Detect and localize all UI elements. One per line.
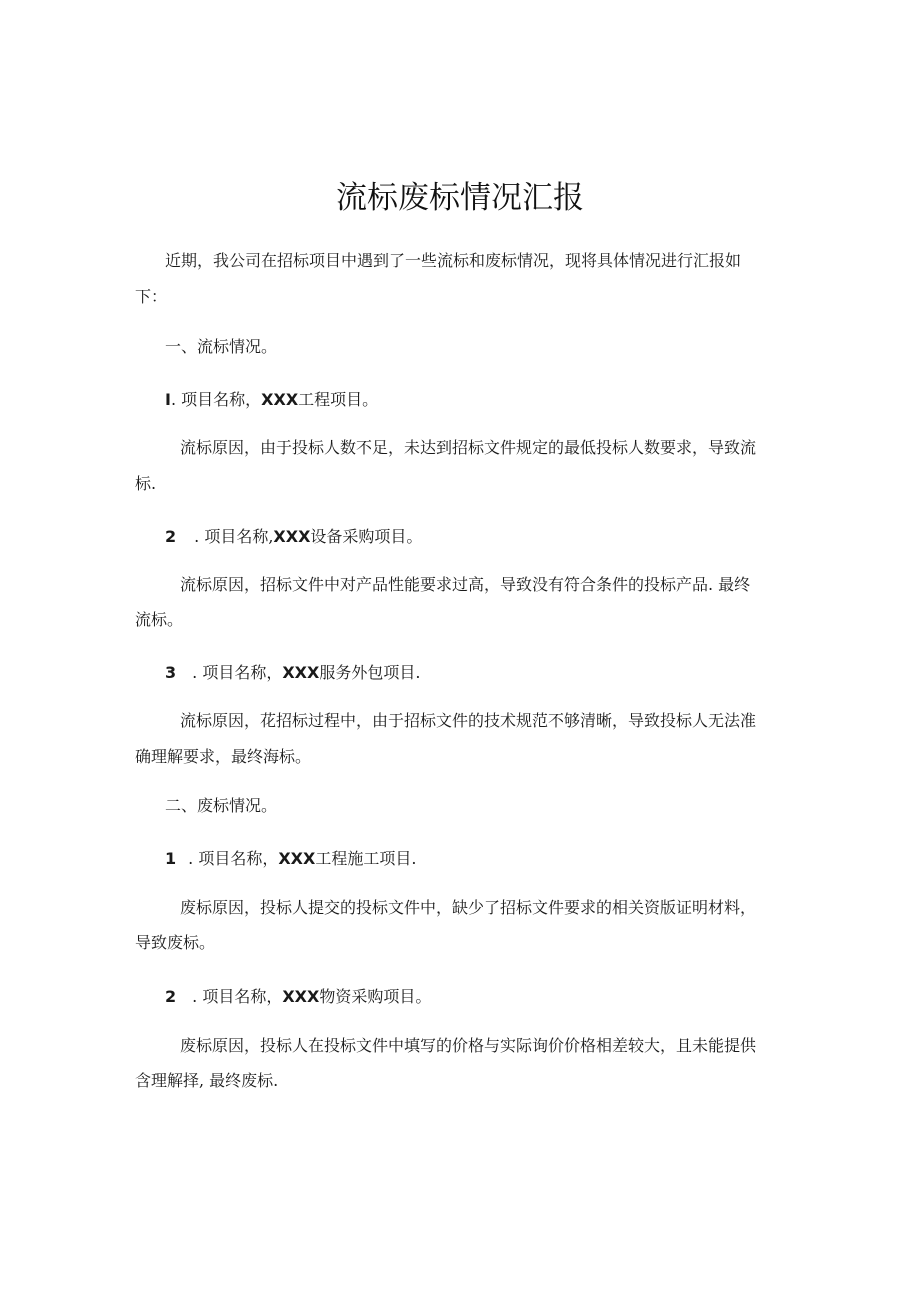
reason-line-1: 流标原因，花招标过程中，由于招标文件的技术规范不够清晰，导致投标人无法准 bbox=[180, 711, 757, 730]
project-placeholder: XXX bbox=[282, 663, 320, 682]
reason-line-1: 废标原因，投标人在投标文件中填写的价格与实际询价价格相差较大，且未能提供 bbox=[180, 1036, 757, 1055]
project-label: . 项目名称, bbox=[194, 527, 274, 546]
project-title bbox=[165, 987, 431, 1007]
project-title bbox=[165, 390, 378, 410]
document-title: 流标废标情况汇报 bbox=[336, 180, 584, 216]
reason-line-2: 确理解要求，最终海标。 bbox=[135, 747, 312, 766]
project-number: 3 bbox=[165, 663, 177, 682]
project-name: 工程施工项目. bbox=[315, 849, 417, 868]
reason-line-2: 含理解择, 最终废标. bbox=[135, 1071, 279, 1090]
project-title bbox=[165, 663, 420, 683]
reason-line-2: 标. bbox=[135, 474, 157, 493]
project-name: 物资采购项目。 bbox=[319, 987, 432, 1006]
section-heading-feibiao: 二、废标情况。 bbox=[165, 796, 278, 815]
intro-line-2: 下： bbox=[135, 287, 168, 306]
project-label: . 项目名称， bbox=[192, 987, 283, 1006]
project-placeholder: XXX bbox=[278, 849, 316, 868]
project-title bbox=[165, 527, 422, 547]
reason-line-1: 流标原因，由于投标人数不足，未达到招标文件规定的最低投标人数要求，导致流 bbox=[180, 438, 757, 457]
intro-line-1: 近期，我公司在招标项目中遇到了一些流标和废标情况，现将具体情况进行汇报如 bbox=[165, 251, 742, 270]
reason-line-1: 流标原因，招标文件中对产品性能要求过高，导致没有符合条件的投标产品. 最终 bbox=[180, 575, 751, 594]
project-label: . 项目名称， bbox=[188, 849, 279, 868]
project-number: 2 bbox=[165, 527, 177, 546]
project-number: 2 bbox=[165, 987, 177, 1006]
project-title bbox=[165, 849, 416, 869]
project-label: . 项目名称， bbox=[170, 390, 262, 409]
reason-line-2: 导致废标。 bbox=[135, 933, 216, 952]
reason-line-2: 流标。 bbox=[135, 610, 184, 629]
project-placeholder: XXX bbox=[273, 527, 311, 546]
project-placeholder: XXX bbox=[261, 390, 299, 409]
project-name: 设备采购项目。 bbox=[310, 527, 423, 546]
project-placeholder: XXX bbox=[282, 987, 320, 1006]
section-heading-liubiao: 一、流标情况。 bbox=[165, 337, 278, 356]
project-name: 服务外包项目. bbox=[319, 663, 421, 682]
reason-line-1: 废标原因，投标人提交的投标文件中，缺少了招标文件要求的相关资版证明材料， bbox=[180, 898, 757, 917]
project-number: I bbox=[165, 390, 171, 409]
project-label: . 项目名称， bbox=[192, 663, 283, 682]
project-name: 工程项目。 bbox=[298, 390, 379, 409]
project-number: 1 bbox=[165, 849, 177, 868]
